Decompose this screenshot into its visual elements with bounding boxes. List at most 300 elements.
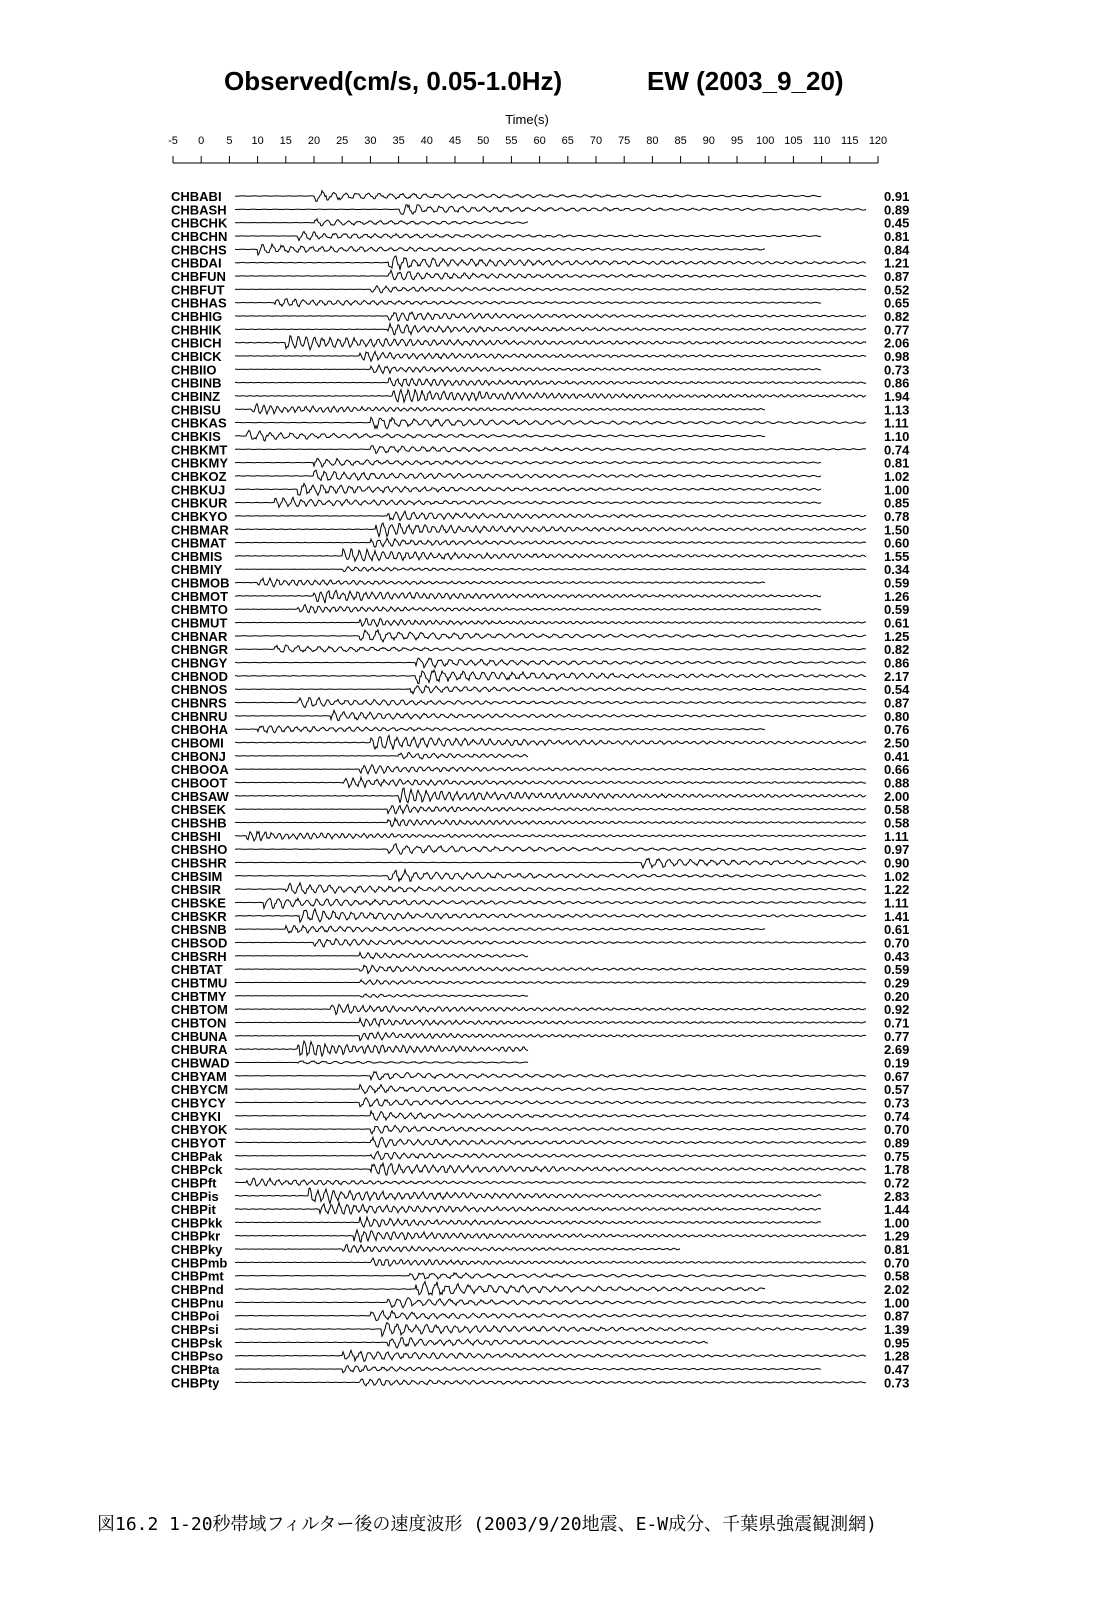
waveform-line [235,567,866,572]
station-label: CHBSIM [171,868,223,884]
station-label: CHBHAS [171,295,227,311]
station-trace-chboot [171,776,909,791]
station-trace-chbkis [171,429,909,444]
peak-value: 0.86 [884,655,910,671]
waveform-line [235,1178,866,1186]
waveform-line [235,870,866,882]
waveform-line [235,1151,866,1159]
station-trace-chbyok [171,1122,909,1137]
waveform-line [235,686,866,694]
waveform-line [235,1273,866,1280]
peak-value: 0.87 [884,1308,910,1324]
station-label: CHBSHB [171,815,227,831]
waveform-line [235,1137,866,1147]
peak-value: 1.11 [884,895,909,911]
waveform-line [235,965,866,973]
station-trace-chbpmt [171,1269,909,1284]
station-label: CHBPnu [171,1295,224,1311]
peak-value: 1.39 [884,1322,910,1338]
peak-value: 0.81 [884,1242,910,1258]
peak-value: 0.61 [884,615,910,631]
station-trace-chbich [171,336,909,351]
station-label: CHBOMI [171,735,224,751]
station-trace-chbkur [171,496,909,511]
station-label: CHBKOZ [171,468,227,484]
station-trace-chbkmt [171,442,910,457]
station-label: CHBKUJ [171,482,226,498]
x-tick-label: 65 [561,135,574,147]
waveform-line [235,844,866,854]
waveform-line [235,219,528,226]
station-label: CHBKMY [171,455,229,471]
peak-value: 0.61 [884,922,910,938]
waveform-line [235,735,866,749]
station-trace-chbsim [171,869,909,884]
peak-value: 0.86 [884,375,910,391]
station-trace-chbwad [171,1055,909,1070]
waveform-line [235,698,866,708]
peak-value: 1.44 [884,1202,910,1218]
station-trace-chbpak [171,1149,909,1164]
peak-value: 1.26 [884,588,910,604]
station-trace-chbhas [171,296,909,311]
station-label: CHBDAI [171,255,222,271]
waveform-line [235,1338,708,1349]
station-label: CHBKYO [171,508,228,524]
station-label: CHBSIR [171,882,221,898]
waveform-line [235,470,821,480]
waveform-line [235,898,866,908]
station-trace-chbchk [171,216,909,231]
station-trace-chbpnd [171,1282,909,1297]
station-label: CHBPky [171,1242,223,1258]
station-trace-chbnos [171,682,910,697]
peak-value: 1.25 [884,628,910,644]
station-trace-chbshr [171,856,909,871]
x-tick-label: 100 [756,135,775,147]
station-label: CHBYCY [171,1095,226,1111]
station-trace-chbkas [171,416,909,431]
station-trace-chbisu [171,402,909,417]
waveform-line [235,231,821,240]
waveform-line [235,365,821,373]
station-label: CHBPkk [171,1215,223,1231]
station-trace-chboha [171,722,909,737]
station-trace-chbpty [171,1375,909,1390]
station-trace-chbngy [171,656,909,671]
station-label: CHBOOA [171,762,229,778]
peak-value: 0.82 [884,308,910,324]
waveform-line [235,1366,821,1373]
peak-value: 0.98 [884,348,910,364]
peak-value: 0.73 [884,1375,910,1391]
station-label: CHBPty [171,1375,220,1391]
station-label: CHBNRS [171,695,227,711]
station-trace-chbyki [171,1109,910,1124]
station-trace-chbnod [171,669,909,684]
waveform-line [235,777,866,787]
station-trace-chbabi [171,189,909,204]
station-trace-chbnar [171,629,909,644]
waveform-line [235,299,821,307]
peak-value: 0.81 [884,228,910,244]
station-label: CHBMUT [171,615,228,631]
station-trace-chbsho [171,842,909,857]
station-label: CHBPsk [171,1335,223,1351]
peak-value: 0.65 [884,295,910,311]
station-trace-chbmat [171,536,909,551]
peak-value: 0.45 [884,215,910,231]
station-trace-chbshi [171,829,909,844]
station-trace-chbyot [171,1135,909,1150]
time-axis [168,135,887,163]
waveform-line [235,726,765,733]
station-label: CHBTMY [171,988,227,1004]
station-label: CHBURA [171,1042,228,1058]
waveform-line [235,658,866,667]
peak-value: 0.74 [884,1108,910,1124]
station-trace-chbpck [171,1162,909,1177]
waveform-line [235,630,866,642]
waveform-line [235,324,866,335]
peak-value: 0.75 [884,1148,910,1164]
station-label: CHBINB [171,375,222,391]
station-label: CHBMOT [171,588,229,604]
station-trace-chbycy [171,1095,909,1110]
waveform-line [235,1379,866,1386]
waveform-line [235,605,821,613]
peak-value: 1.41 [884,908,910,924]
station-trace-chbpky [171,1242,909,1257]
station-label: CHBTON [171,1015,227,1031]
station-label: CHBSAW [171,788,229,804]
waveform-line [235,1217,821,1227]
x-tick-label: 30 [364,135,377,147]
x-tick-label: 75 [618,135,631,147]
peak-value: 0.58 [884,1268,910,1284]
waveform-line [235,286,866,293]
peak-value: 0.70 [884,1122,910,1138]
waveform-line [235,244,765,255]
x-tick-label: 40 [420,135,433,147]
waveform-line [235,1188,821,1203]
peak-value: 0.77 [884,322,910,338]
x-tick-label: 70 [589,135,603,147]
waveform-line [235,1244,680,1252]
peak-value: 0.90 [884,855,910,871]
peak-value: 1.10 [884,428,910,444]
peak-value: 0.70 [884,1255,910,1271]
station-trace-chbdai [171,256,909,271]
peak-value: 2.50 [884,735,910,751]
waveform-line [235,832,866,841]
station-trace-chbsek [171,802,909,817]
waveform-line [235,952,528,958]
peak-value: 0.95 [884,1335,910,1351]
station-trace-chbhik [171,322,909,337]
station-trace-chbhig [171,309,909,324]
station-label: CHBOOT [171,775,228,791]
peak-value: 1.13 [884,402,910,418]
station-label: CHBNOS [171,682,228,698]
waveform-line [235,497,821,507]
station-label: CHBKUR [171,495,228,511]
waveform-line [235,430,765,441]
peak-value: 1.94 [884,388,910,404]
peak-value: 0.66 [884,762,910,778]
station-label: CHBABI [171,189,222,204]
station-label: CHBPsi [171,1322,219,1338]
waveform-line [235,1323,866,1337]
waveform-line [235,484,821,496]
waveform-line [235,590,821,603]
station-label: CHBSNB [171,922,227,938]
peak-value: 0.34 [884,562,910,578]
peak-value: 2.83 [884,1188,910,1204]
station-trace-chbinb [171,376,909,391]
peak-value: 0.70 [884,935,910,951]
x-tick-label: 35 [392,135,405,147]
peak-value: 0.19 [884,1055,910,1071]
station-trace-chbpta [171,1362,909,1377]
station-label: CHBYCM [171,1082,229,1098]
waveform-line [235,256,866,270]
peak-value: 0.59 [884,602,910,618]
station-trace-chbsrh [171,949,909,964]
station-trace-chbfut [171,282,909,297]
station-label: CHBTAT [171,962,223,978]
peak-value: 0.76 [884,722,910,738]
station-trace-chbkmy [171,456,909,471]
peak-value: 0.88 [884,775,910,791]
x-tick-label: 85 [674,135,687,147]
peak-value: 2.69 [884,1042,910,1058]
station-trace-chbpmb [171,1255,909,1270]
station-trace-chbnru [171,709,909,724]
station-trace-chbura [171,1041,909,1057]
waveform-line [235,883,866,894]
station-label: CHBMOB [171,575,230,591]
x-tick-label: 20 [307,135,321,147]
peak-value: 0.47 [884,1362,910,1378]
peak-value: 1.55 [884,548,910,564]
waveform-line [235,818,866,827]
station-trace-chbsod [171,935,909,950]
peak-value: 0.78 [884,508,910,524]
waveform-line [235,378,866,387]
station-label: CHBMAR [171,522,229,538]
chart-subtitle: EW (2003_9_20) [647,66,844,96]
waveform-line [235,336,866,350]
station-trace-chbpnu [171,1295,909,1310]
station-label: CHBMIS [171,548,223,564]
station-label: CHBWAD [171,1055,230,1071]
peak-value: 0.60 [884,535,910,551]
station-label: CHBYAM [171,1068,227,1084]
station-trace-chbmis [171,549,909,564]
waveform-line [235,1018,866,1026]
station-trace-chbonj [171,749,909,764]
waveform-line [235,549,866,561]
station-label: CHBPit [171,1202,216,1218]
station-trace-chbtom [171,1002,909,1017]
peak-value: 2.06 [884,335,910,351]
station-trace-chbinz [171,389,910,404]
station-label: CHBCHS [171,242,227,258]
station-label: CHBSHI [171,828,221,844]
station-label: CHBSKE [171,895,226,911]
waveform-line [235,752,528,759]
waveform-line [235,1298,866,1308]
station-trace-chbtmy [171,989,909,1004]
station-trace-chbchn [171,229,909,244]
waveform-line [235,1350,866,1361]
station-trace-chbiio [171,362,909,377]
station-label: CHBIIO [171,362,217,378]
station-trace-chbpsk [171,1335,909,1350]
peak-value: 1.02 [884,468,910,484]
waveform-line [235,578,765,587]
peak-value: 1.11 [884,828,909,844]
x-tick-label: 25 [336,135,349,147]
waveform-line [235,1061,528,1064]
peak-value: 0.89 [884,1135,910,1151]
station-label: CHBNAR [171,628,228,644]
waveform-line [235,1032,866,1041]
station-label: CHBPmt [171,1268,224,1284]
waveform-line [235,765,866,774]
peak-value: 0.72 [884,1175,910,1191]
x-tick-label: 45 [448,135,462,147]
peak-value: 2.17 [884,668,910,684]
station-label: CHBYOK [171,1122,228,1138]
waveform-line [235,858,866,868]
waveform-line [235,1111,866,1120]
station-trace-chbton [171,1015,909,1030]
station-label: CHBNGY [171,655,228,671]
station-label: CHBPmb [171,1255,228,1271]
figure-caption: 図16.2 1-20秒帯域フィルター後の速度波形 (2003/9/20地震、E-W成分、千葉県強震観測網) [97,1514,877,1535]
peak-value: 0.91 [884,189,910,204]
station-label: CHBFUT [171,282,225,298]
peak-value: 1.50 [884,522,910,538]
peak-value: 2.00 [884,788,910,804]
x-tick-label: 95 [730,135,744,147]
peak-value: 0.92 [884,1002,910,1018]
peak-value: 1.00 [884,1215,910,1231]
station-label: CHBFUN [171,268,226,284]
station-trace-chbmto [171,602,909,617]
waveform-line [235,939,866,947]
station-trace-chbtmu [171,975,909,990]
peak-value: 0.59 [884,575,910,591]
station-label: CHBOHA [171,722,229,738]
peak-value: 0.52 [884,282,910,298]
waveform-line [235,511,866,520]
station-trace-chbash [171,202,909,217]
station-label: CHBHIK [171,322,222,338]
station-trace-chbngr [171,642,909,657]
station-label: CHBMIY [171,562,223,578]
peak-value: 0.87 [884,268,910,284]
station-trace-chbnrs [171,696,909,711]
waveform-line [235,1230,866,1242]
peak-value: 0.74 [884,442,910,458]
waveform-line [235,1282,765,1295]
station-label: CHBSOD [171,935,228,951]
x-tick-label: 55 [505,135,518,147]
waveform-line [235,523,866,536]
peak-value: 0.59 [884,962,910,978]
peak-value: 1.02 [884,868,910,884]
peak-value: 2.02 [884,1282,910,1298]
station-trace-chbkyo [171,509,909,524]
station-label: CHBKIS [171,428,221,444]
station-trace-chbkuj [171,482,909,497]
peak-value: 0.58 [884,815,910,831]
peak-value: 1.22 [884,882,910,898]
station-label: CHBMTO [171,602,228,618]
station-label: CHBPis [171,1188,219,1204]
waveform-line [235,538,866,547]
station-label: CHBISU [171,402,221,418]
waveform-line [235,1311,866,1321]
x-tick-label: 90 [702,135,715,147]
station-label: CHBNGR [171,642,229,658]
peak-value: 0.58 [884,802,910,818]
peak-value: 1.00 [884,482,910,498]
peak-value: 0.84 [884,242,910,258]
peak-value: 0.67 [884,1068,910,1084]
peak-value: 0.43 [884,948,910,964]
station-trace-chbsnb [171,922,909,937]
waveform-line [235,1098,866,1107]
x-tick-label: 120 [868,135,888,147]
station-label: CHBICH [171,335,222,351]
station-label: CHBHIG [171,308,223,324]
waveform-line [235,1004,866,1014]
station-label: CHBYOT [171,1135,226,1151]
waveform-line [235,788,866,803]
station-trace-chbfun [171,269,909,284]
station-trace-chbick [171,349,909,364]
station-label: CHBCHK [171,215,228,231]
peak-value: 0.29 [884,975,910,991]
station-trace-chbomi [171,735,909,750]
peak-value: 1.11 [884,415,909,431]
station-label: CHBMAT [171,535,227,551]
peak-value: 1.00 [884,1295,910,1311]
x-axis-label: Time(s) [505,112,549,127]
waveform-line [235,191,821,202]
station-label: CHBASH [171,202,227,218]
x-tick-label: 0 [198,135,205,147]
trace-group [171,189,910,1390]
waveform-line [235,1072,866,1080]
station-trace-chbshb [171,816,909,831]
station-trace-chbycm [171,1082,909,1097]
station-label: CHBPft [171,1175,217,1191]
station-label: CHBSRH [171,948,227,964]
station-trace-chbpso [171,1349,909,1364]
peak-value: 0.97 [884,842,910,858]
waveform-line [235,1085,866,1094]
station-trace-chbske [171,895,909,910]
x-tick-label: 5 [226,135,233,147]
peak-value: 0.54 [884,682,910,698]
station-trace-chbooa [171,762,909,777]
waveform-line [235,909,866,922]
